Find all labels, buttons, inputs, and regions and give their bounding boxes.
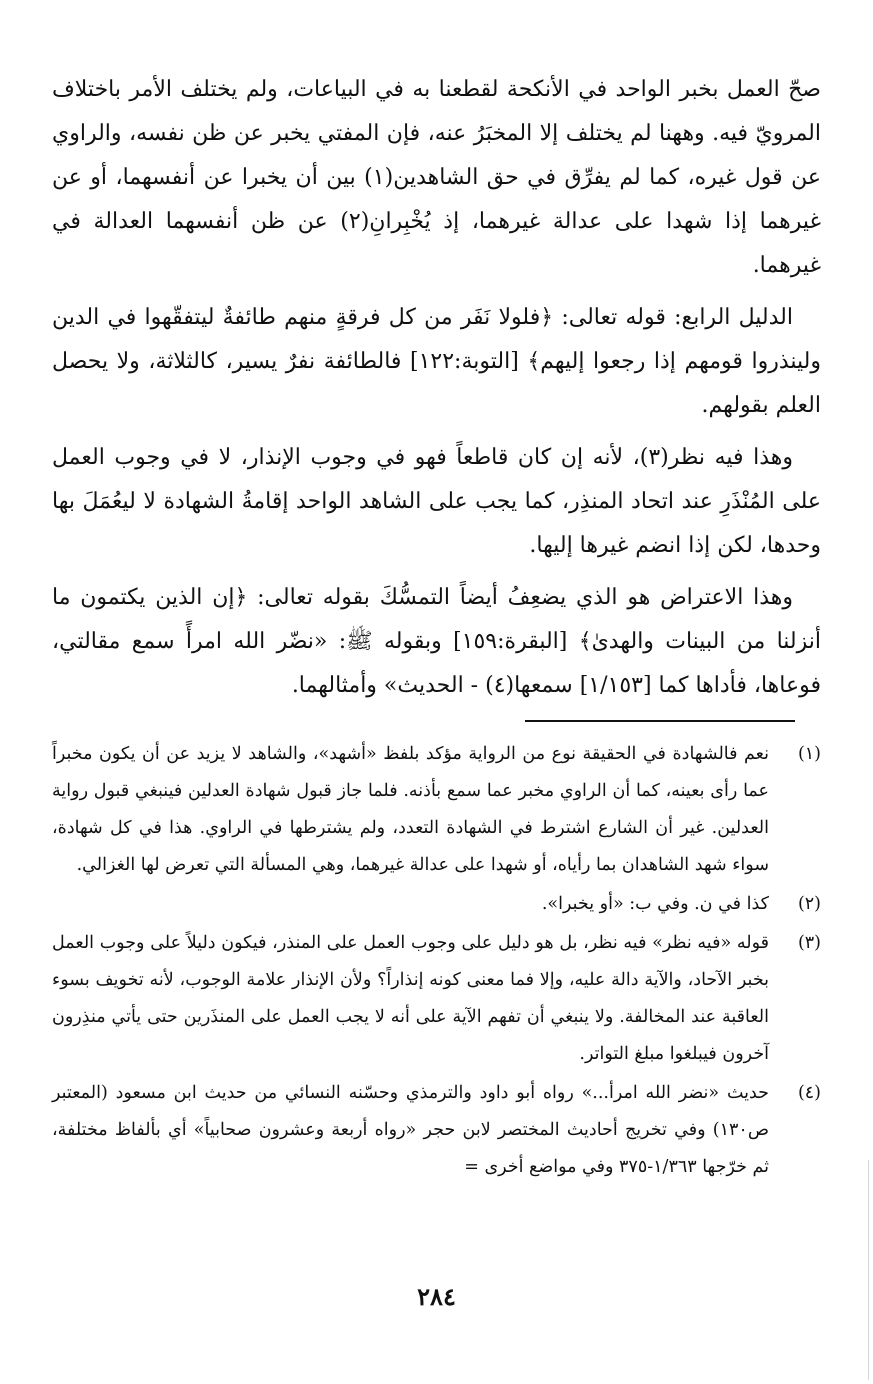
footnote-text: نعم فالشهادة في الحقيقة نوع من الرواية مؤكد بلفظ «أشهد»، والشاهد لا يزيد عن أن يكون مخبراً عما رأى بعينه، كما أن الراوي مخبر عما سمع بأذنه. فلما جاز قبول شهادة العدلين فينبغي قبول رواية العدلين. غير أن الشارع اشترط في الشهادة التعدد، ولم يشترطها في الراوي. هذا في كل شهادة، سواء شهد الشاهدان بما رأياه، أو شهدا على عدالة غيرهما، وهي المسألة التي تعرض لها الغزالي. [52,744,769,875]
footnote-4 [52,1075,821,1186]
paragraph-3: وهذا فيه نظر(٣)، لأنه إن كان قاطعاً فهو في وجوب الإنذار، لا في وجوب العمل على المُنْذَرِ عند اتحاد المنذِر، كما يجب على الشاهد الواحد إقامةُ الشهادة لا ليعُمَلَ بها وحدها، لكن إذا انضم غيرها إليها. [52,445,821,558]
paragraph-1: صحّ العمل بخبر الواحد في الأنكحة لقطعنا به في البياعات، ولم يختلف الأمر باختلاف المرويّ فيه. وههنا لم يختلف إلا المخبَرُ عنه، فإن المفتي يخبر عن ظن نفسه، والراوي عن قول غيره، كما لم يفرِّق في حق الشاهدين(١) بين أن يخبرا عن أنفسهما، أو عن غيرهما إذا شهدا على عدالة غيرهما، إذ يُخْبِرانِ(٢) عن ظن أنفسهما العدالة في غيرهما. [52,77,822,278]
page-edge-shadow [868,1160,869,1380]
paragraph-2: الدليل الرابع: قوله تعالى: ﴿فلولا نَفَر من كل فرقةٍ منهم طائفةٌ ليتفقّهوا في الدين ولينذروا قومهم إذا رجعوا إليهم﴾ [التوبة:١٢٢] فالطائفة نفرٌ يسير، كالثلاثة، ولا يحصل العلم بقولهم. [52,305,822,418]
footnote-2 [52,886,821,923]
footnotes [52,736,821,1188]
main-text [52,68,821,716]
footnote-text: كذا في ن. وفي ب: «أو يخبرا». [541,894,769,914]
footnote-1 [52,736,821,884]
footnote-number: (٤) [797,1083,821,1103]
footnote-separator [525,720,795,722]
footnote-number: (١) [797,744,821,764]
page-number: ٢٨٤ [417,1282,456,1311]
footnote-number: (٣) [797,933,821,953]
footnote-number: (٢) [797,894,821,914]
footnote-text: قوله «فيه نظر» فيه نظر، بل هو دليل على وجوب العمل على المنذر، فيكون دليلاً على وجوب العمل بخبر الآحاد، والآية دالة عليه، وإلا فما معنى كونه إنذاراً؟ ولأن الإنذار علامة الوجوب، لأنه تخويف بسوء العاقبة عند المخالفة. ولا ينبغي أن تفهم الآية على أنه لا يجب العمل على المنذَرين حتى يأتي منذِرون آخرون فيبلغوا مبلغ التواتر. [52,933,769,1064]
footnote-3 [52,925,821,1073]
footnote-text: حديث «نضر الله امرأ...» رواه أبو داود والترمذي وحسّنه النسائي من حديث ابن مسعود (المعتبر ص١٣٠) وفي تخريج أحاديث المختصر لابن حجر «رواه أربعة وعشرون صحابياً» أي بألفاظ مختلفة، ثم خرّجها ١/٣٦٣-٣٧٥ وفي مواضع أخرى = [52,1083,769,1177]
paragraph-4: وهذا الاعتراض هو الذي يضعِفُ أيضاً التمسُّكَ بقوله تعالى: ﴿إن الذين يكتمون ما أنزلنا من البينات والهدىٰ﴾ [البقرة:١٥٩] وبقوله ﷺ: «نضّر الله امرأً سمع مقالتي، فوعاها، فأداها كما [١/١٥٣] سمعها(٤) - الحديث» وأمثالهما. [52,585,821,698]
